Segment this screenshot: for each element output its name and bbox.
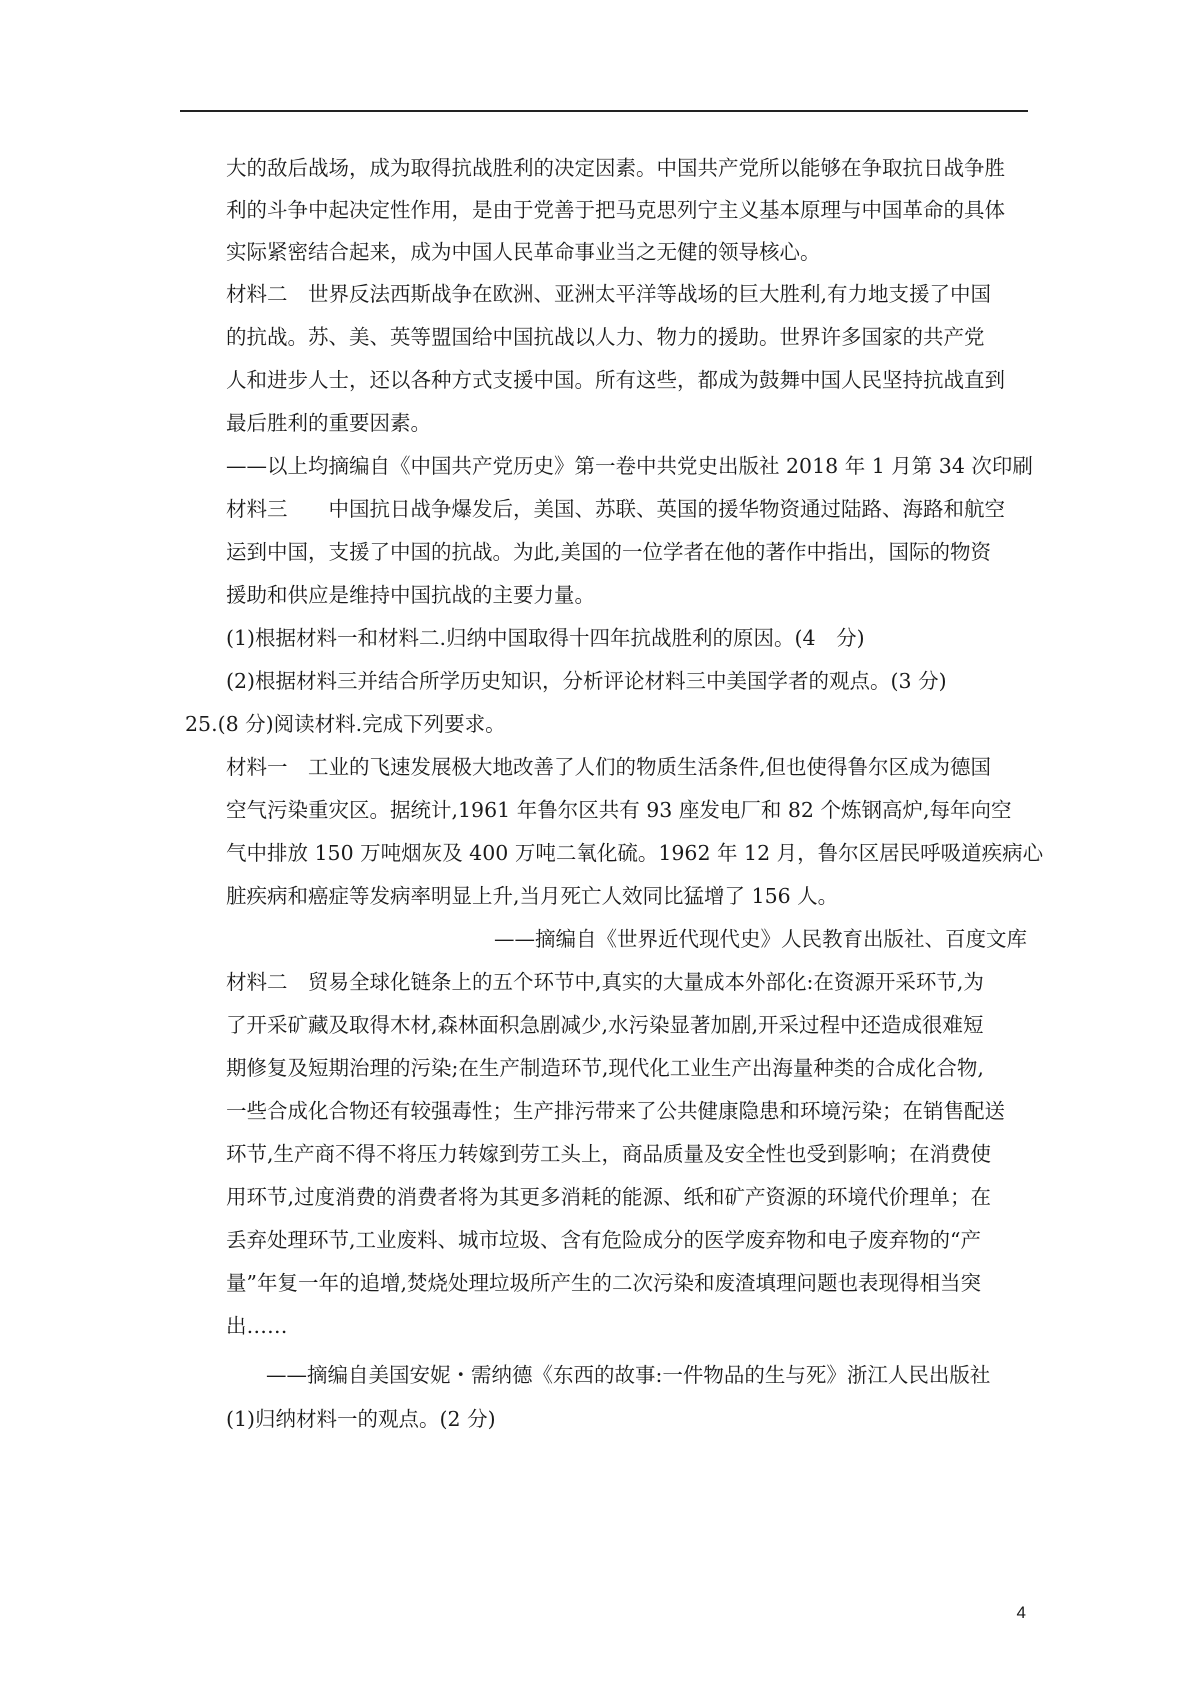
text-line: 期修复及短期治理的污染;在生产制造环节,现代化工业生产出海量种类的合成化合物, [226, 1056, 984, 1080]
question-25-1: (1)归纳材料一的观点。(2 分) [226, 1407, 496, 1431]
text-line: 脏疾病和癌症等发病率明显上升,当月死亡人效同比猛增了 156 人。 [226, 884, 839, 908]
text-line: 实际紧密结合起来，成为中国人民革命事业当之无健的领导核心。 [226, 240, 821, 264]
text-line: 量”年复一年的追增,焚烧处理垃圾所产生的二次污染和废渣填理问题也表现得相当突 [226, 1271, 981, 1295]
text-line: 大的敌后战场，成为取得抗战胜利的决定因素。中国共产党所以能够在争取抗日战争胜 [226, 156, 1005, 180]
source-citation: ——摘编自美国安妮・需纳德《东西的故事:一件物品的生与死》浙江人民出版社 [266, 1363, 991, 1387]
question-25-heading: 25.(8 分)阅读材料.完成下列要求。 [185, 712, 506, 736]
text-line: 最后胜利的重要因素。 [226, 411, 431, 435]
text-line: 出…… [226, 1314, 288, 1338]
page-number: 4 [1016, 1603, 1026, 1622]
text-line: 援助和供应是维持中国抗战的主要力量。 [226, 583, 595, 607]
material-three-line: 材料三 中国抗日战争爆发后，美国、苏联、英国的援华物资通过陆路、海路和航空 [226, 497, 1005, 521]
text-line: 运到中国，支援了中国的抗战。为此,美国的一位学者在他的著作中指出，国际的物资 [226, 540, 992, 564]
source-citation: ——以上均摘编自《中国共产党历史》第一卷中共党史出版社 2018 年 1 月第 34 次印刷 [226, 454, 1033, 478]
text-line: 一些合成化合物还有较强毒性；生产排污带来了公共健康隐患和环境污染；在销售配送 [226, 1099, 1005, 1123]
material-one-line: 材料一 工业的飞速发展极大地改善了人们的物质生活条件,但也使得鲁尔区成为德国 [226, 755, 992, 779]
material-two-line: 材料二 贸易全球化链条上的五个环节中,真实的大量成本外部化:在资源开采环节,为 [226, 970, 984, 994]
text-line: 丢弃处理环节,工业废料、城市垃圾、含有危险成分的医学废弃物和电子废弃物的“产 [226, 1228, 981, 1252]
question-2: (2)根据材料三并结合所学历史知识，分析评论材料三中美国学者的观点。(3 分) [226, 669, 947, 693]
source-citation: ——摘编自《世界近代现代史》人民教育出版社、百度文库 [494, 927, 1027, 951]
text-line: 利的斗争中起决定性作用，是由于党善于把马克思列宁主义基本原理与中国革命的具体 [226, 198, 1005, 222]
text-line: 的抗战。苏、美、英等盟国给中国抗战以人力、物力的援助。世界许多国家的共产党 [226, 325, 985, 349]
text-line: 人和进步人士，还以各种方式支援中国。所有这些，都成为鼓舞中国人民坚持抗战直到 [226, 368, 1005, 392]
question-1: (1)根据材料一和材料二.归纳中国取得十四年抗战胜利的原因。(4 分) [226, 626, 865, 650]
text-line: 气中排放 150 万吨烟灰及 400 万吨二氧化硫。1962 年 12 月，鲁尔区居民呼吸道疾病心 [226, 841, 1044, 865]
header-rule [180, 110, 1028, 112]
material-two-line: 材料二 世界反法西斯战争在欧洲、亚洲太平洋等战场的巨大胜利,有力地支援了中国 [226, 282, 992, 306]
text-line: 环节,生产商不得不将压力转嫁到劳工头上，商品质量及安全性也受到影响；在消费使 [226, 1142, 992, 1166]
text-line: 用环节,过度消费的消费者将为其更多消耗的能源、纸和矿产资源的环境代价理单；在 [226, 1185, 992, 1209]
text-line: 了开采矿藏及取得木材,森林面积急剧减少,水污染显著加剧,开采过程中还造成很难短 [226, 1013, 984, 1037]
text-line: 空气污染重灾区。据统计,1961 年鲁尔区共有 93 座发电厂和 82 个炼钢高炉,每年向空 [226, 798, 1012, 822]
